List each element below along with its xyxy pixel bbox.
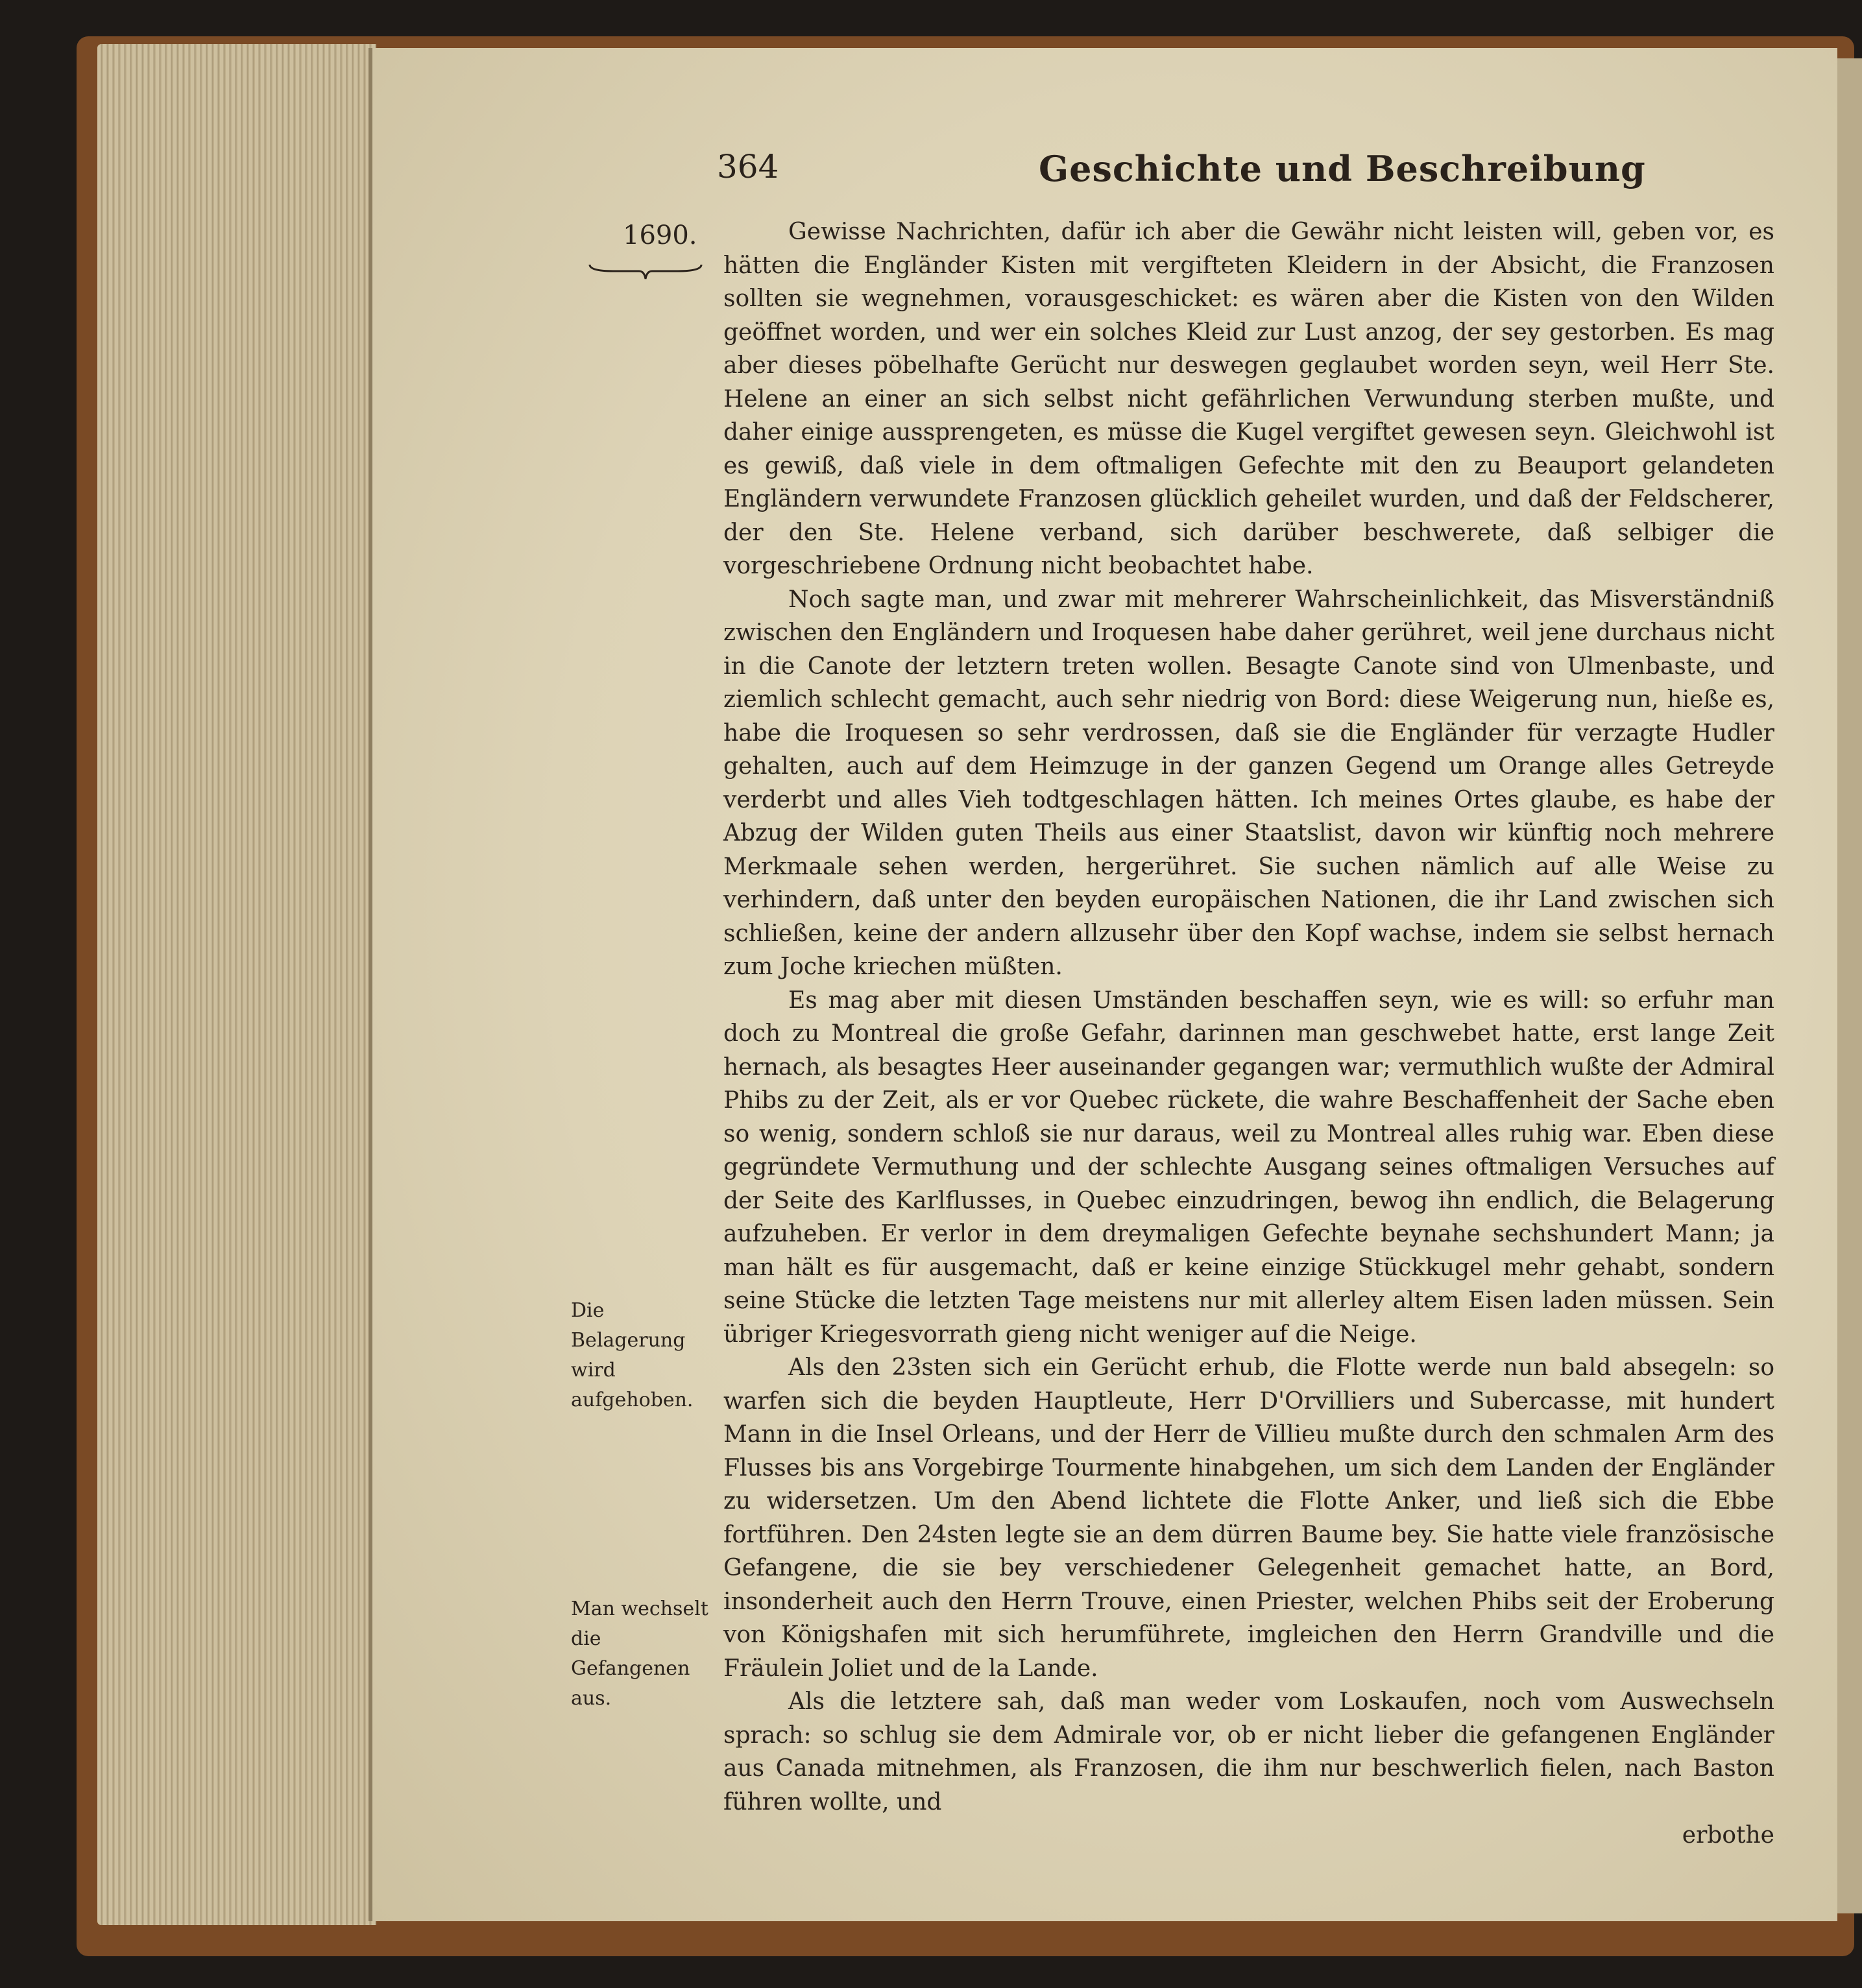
page-edges bbox=[97, 44, 376, 1925]
marginal-note-siege: Die Belagerung wird aufgehoben. bbox=[571, 1299, 694, 1411]
running-head bbox=[717, 148, 1820, 193]
paragraph: Noch sagte man, und zwar mit mehrerer Wahrscheinlichkeit, das Misverständniß zwischen den Engländern und Iroquesen habe daher gerühret, weil jene durchaus nicht in die Canote der letztern treten wollen. Besagte Canote sind von Ulmenbaste, und ziemlich schlecht gemacht, auch sehr niedrig von Bord: diese Weigerung nun, hieße es, habe die Iroquesen so sehr verdrossen, daß sie die Engländer für verzagte Hudler gehalten, auch auf dem Heimzuge in der ganzen Gegend um Orange alles Getreyde verderbt und alles Vieh todtgeschlagen hätten. Ich meines Ortes glaube, es habe der Abzug der Wilden guten Theils aus einer Staatslist, davon wir künftig noch mehrere Merkmaale sehen werden, hergerühret. Sie suchen nämlich auf alle Weise zu verhindern, daß unter den beyden europäischen Nationen, die ihr Land zwischen sich schließen, keine der andern allzusehr über den Kopf wachse, indem sie selbst hernach zum Joche kriechen müßten. bbox=[723, 586, 1774, 980]
page-number: 364 bbox=[717, 148, 779, 186]
facing-page-edge bbox=[1833, 58, 1862, 1913]
running-title: Geschichte und Beschreibung bbox=[1039, 148, 1646, 189]
year-marginal: 1690. bbox=[623, 221, 697, 250]
paragraph: Als den 23sten sich ein Gerücht erhub, die Flotte werde nun bald absegeln: so warfen sich die beyden Hauptleute, Herr D'Orvilliers und Subercasse, mit hundert Mann in die Insel Orleans, und der Herr de Villieu mußte durch den schmalen Arm des Flusses bis ans Vorgebirge Tourmente hinabgehen, um sich dem Landen der Engländer zu widersetzen. Um den Abend lichtete die Flotte Anker, und ließ sich die Ebbe fortführen. Den 24sten legte sie an dem dürren Baume bey. Sie hatte viele französische Gefangene, die sie bey verschiedener Gelegenheit gemachet hatte, an Bord, insonderheit auch den Herrn Trouve, einen Priester, welchen Phibs seit der Eroberung von Königshafen mit sich herumführete, imgleichen den Herrn Grandville und die Fräulein Joliet und de la Lande. bbox=[723, 1354, 1774, 1682]
marginal-note-prisoners: Man wechselt die Gefangenen aus. bbox=[571, 1598, 708, 1710]
body-text bbox=[723, 215, 1774, 1852]
catchword: erbothe bbox=[1682, 1822, 1774, 1849]
year-brace-ornament bbox=[587, 257, 704, 283]
paragraph: Es mag aber mit diesen Umständen beschaffen seyn, wie es will: so erfuhr man doch zu Montreal die große Gefahr, darinnen man geschwebet hatte, erst lange Zeit hernach, als besagtes Heer auseinander gegangen war; vermuthlich wußte der Admiral Phibs zu der Zeit, als er vor Quebec rückete, die wahre Beschaffenheit der Sache eben so wenig, sondern schloß sie nur daraus, weil zu Montreal alles ruhig war. Eben diese gegründete Vermuthung und der schlechte Ausgang seines oftmaligen Versuches auf der Seite des Karlflusses, in Quebec einzudringen, bewog ihn endlich, die Belagerung aufzuheben. Er verlor in dem dreymaligen Gefechte beynahe sechshundert Mann; ja man hält es für ausgemacht, daß er keine einzige Stückkugel mehr gehabt, sondern seine Stücke die letzten Tage meistens nur mit allerley altem Eisen laden müssen. Sein übriger Kriegesvorrath gieng nicht weniger auf die Neige. bbox=[723, 987, 1774, 1348]
paragraph: Als die letztere sah, daß man weder vom Loskaufen, noch vom Auswechseln sprach: so schlug sie dem Admirale vor, ob er nicht lieber die gefangenen Engländer aus Canada mitnehmen, als Franzosen, die ihm nur beschwerlich fielen, nach Baston führen wollte, und bbox=[723, 1688, 1774, 1815]
paragraph: Gewisse Nachrichten, dafür ich aber die Gewähr nicht leisten will, geben vor, es hätten die Engländer Kisten mit vergifteten Kleidern in der Absicht, die Franzosen sollten sie wegnehmen, vorausgeschicket: es wären aber die Kisten von den Wilden geöffnet worden, und wer ein solches Kleid zur Lust anzog, der sey gestorben. Es mag aber dieses pöbelhafte Gerücht nur deswegen geglaubet worden seyn, weil Herr Ste. Helene an einer an sich selbst nicht gefährlichen Verwundung sterben mußte, und daher einige aussprengeten, es müsse die Kugel vergiftet gewesen seyn. Gleichwohl ist es gewiß, daß viele in dem oftmaligen Gefechte mit den zu Beauport gelandeten Engländern verwundete Franzosen glücklich geheilet wurden, und daß der Feldscherer, der den Ste. Helene verband, sich darüber beschwerete, daß selbiger die vorgeschriebene Ordnung nicht beobachtet habe. bbox=[723, 219, 1774, 579]
